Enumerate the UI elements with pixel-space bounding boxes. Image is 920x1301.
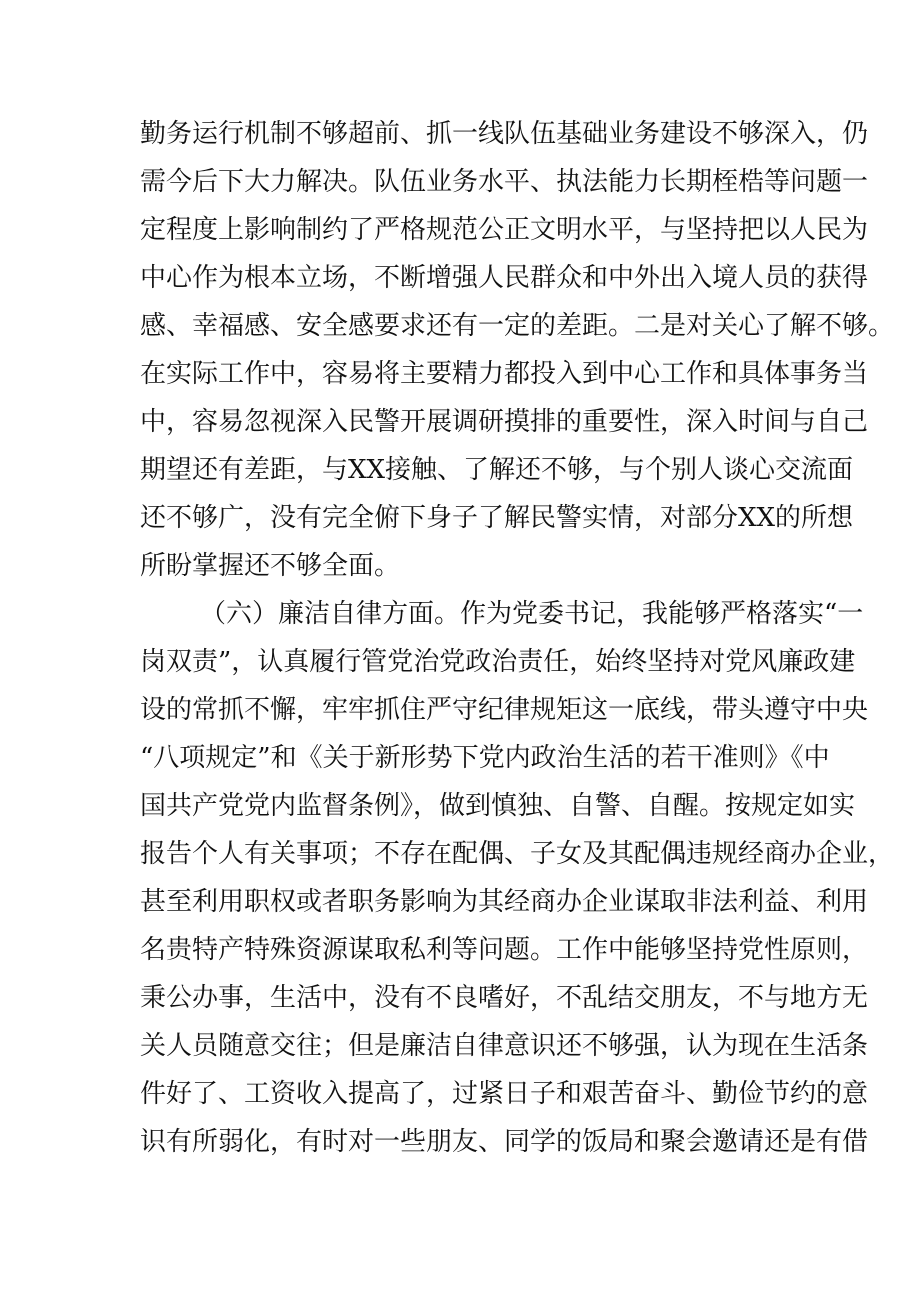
text-line: “八项规定”和《关于新形势下党内政治生活的若干准则》《中: [140, 743, 830, 773]
text-line: 国共产党党内监督条例》，做到慎独、自警、自醒。按规定如实: [140, 791, 856, 821]
text-line: 名贵特产特殊资源谋取私利等问题。工作中能够坚持党性原则，: [140, 935, 869, 965]
text-line: 还不够广，没有完全俯下身子了解民警实情，对部分XX的所想: [140, 503, 854, 533]
text-line: 中心作为根本立场，不断增强人民群众和中外出入境人员的获得: [140, 263, 869, 293]
section-heading-line: （六）廉洁自律方面。作为党委书记，我能够严格落实“一: [200, 599, 864, 629]
text-line: 期望还有差距，与XX接触、了解还不够，与个别人谈心交流面: [140, 455, 854, 485]
text-line: 在实际工作中，容易将主要精力都投入到中心工作和具体事务当: [140, 359, 869, 389]
text-line: 勤务运行机制不够超前、抓一线队伍基础业务建设不够深入，仍: [140, 119, 869, 149]
text-line: 关人员随意交往；但是廉洁自律意识还不够强，认为现在生活条: [140, 1031, 869, 1061]
text-line: 设的常抓不懈，牢牢抓住严守纪律规矩这一底线，带头遵守中央: [140, 695, 869, 725]
text-line: 甚至利用职权或者职务影响为其经商办企业谋取非法利益、利用: [140, 887, 869, 917]
text-line: 定程度上影响制约了严格规范公正文明水平，与坚持把以人民为: [140, 215, 869, 245]
text-line: 感、幸福感、安全感要求还有一定的差距。二是对关心了解不够。: [140, 311, 895, 341]
body-text: [140, 110, 895, 1166]
text-line: 报告个人有关事项；不存在配偶、子女及其配偶违规经商办企业，: [140, 839, 895, 869]
text-line: 需今后下大力解决。队伍业务水平、执法能力长期桎梏等问题一: [140, 167, 869, 197]
text-line: 件好了、工资收入提高了，过紧日子和艰苦奋斗、勤俭节约的意: [140, 1079, 869, 1109]
text-line: 识有所弱化，有时对一些朋友、同学的饭局和聚会邀请还是有借: [140, 1127, 869, 1157]
text-line: 所盼掌握还不够全面。: [140, 551, 401, 581]
text-line: 中，容易忽视深入民警开展调研摸排的重要性，深入时间与自己: [140, 407, 869, 437]
text-line: 岗双责”，认真履行管党治党政治责任，始终坚持对党风廉政建: [140, 647, 856, 677]
text-line: 秉公办事，生活中，没有不良嗜好，不乱结交朋友，不与地方无: [140, 983, 869, 1013]
